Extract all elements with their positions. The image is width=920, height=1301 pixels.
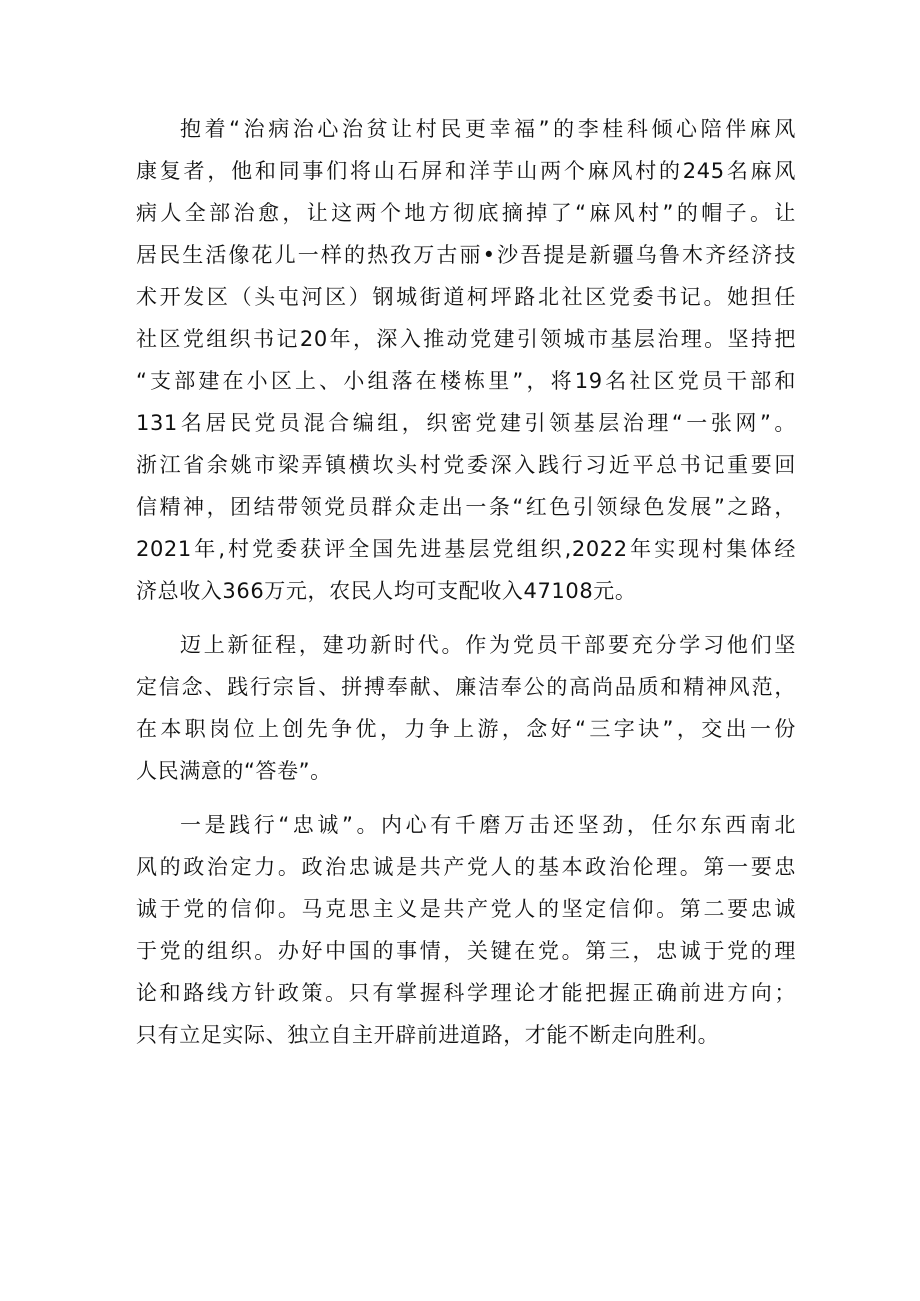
text-line: 浙江省余姚市梁弄镇横坎头村党委深入践行习近平总书记重要回 — [136, 453, 796, 477]
text-line: 信精神，团结带领党员群众走出一条“红色引领绿色发展”之路， — [136, 495, 796, 519]
text-line: 131名居民党员混合编组，织密党建引领基层治理“一张网”。 — [136, 411, 796, 435]
text-line: 只有立足实际、独立自主开辟前进道路，才能不断走向胜利。 — [136, 1023, 720, 1047]
text-line: 论和路线方针政策。只有掌握科学理论才能把握正确前进方向； — [136, 981, 796, 1005]
text-line: 人民满意的“答卷”。 — [136, 759, 332, 783]
text-line: 病人全部治愈，让这两个地方彻底摘掉了“麻风村”的帽子。让 — [136, 201, 796, 225]
text-line: 迈上新征程，建功新时代。作为党员干部要充分学习他们坚 — [180, 633, 796, 657]
text-line: “支部建在小区上、小组落在楼栋里”，将19名社区党员干部和 — [136, 369, 796, 393]
text-line: 康复者，他和同事们将山石屏和洋芋山两个麻风村的245名麻风 — [136, 159, 796, 183]
text-line: 定信念、践行宗旨、拼搏奉献、廉洁奉公的高尚品质和精神风范， — [136, 675, 796, 699]
text-line: 风的政治定力。政治忠诚是共产党人的基本政治伦理。第一要忠 — [136, 855, 796, 879]
paragraph-1 — [136, 108, 796, 612]
text-line: 社区党组织书记20年，深入推动党建引领城市基层治理。坚持把 — [136, 327, 796, 351]
text-line: 抱着“治病治心治贫让村民更幸福”的李桂科倾心陪伴麻风 — [180, 117, 796, 141]
text-line: 诚于党的信仰。马克思主义是共产党人的坚定信仰。第二要忠诚 — [136, 897, 796, 921]
paragraph-3 — [136, 804, 796, 1056]
text-line: 居民生活像花儿一样的热孜万古丽•沙吾提是新疆乌鲁木齐经济技 — [136, 243, 796, 267]
text-line: 济总收入366万元，农民人均可支配收入47108元。 — [136, 579, 637, 603]
text-line: 术开发区（头屯河区）钢城街道柯坪路北社区党委书记。她担任 — [136, 285, 796, 309]
paragraph-2 — [136, 624, 796, 792]
text-line: 一是践行“忠诚”。内心有千磨万击还坚劲，任尔东西南北 — [180, 813, 796, 837]
text-line: 在本职岗位上创先争优，力争上游，念好“三字诀”，交出一份 — [136, 717, 796, 741]
paragraph-gap — [136, 792, 796, 804]
text-line: 于党的组织。办好中国的事情，关键在党。第三，忠诚于党的理 — [136, 939, 796, 963]
paragraph-gap — [136, 612, 796, 624]
text-line: 2021年,村党委获评全国先进基层党组织,2022年实现村集体经 — [136, 537, 796, 561]
document-body — [136, 108, 796, 1056]
